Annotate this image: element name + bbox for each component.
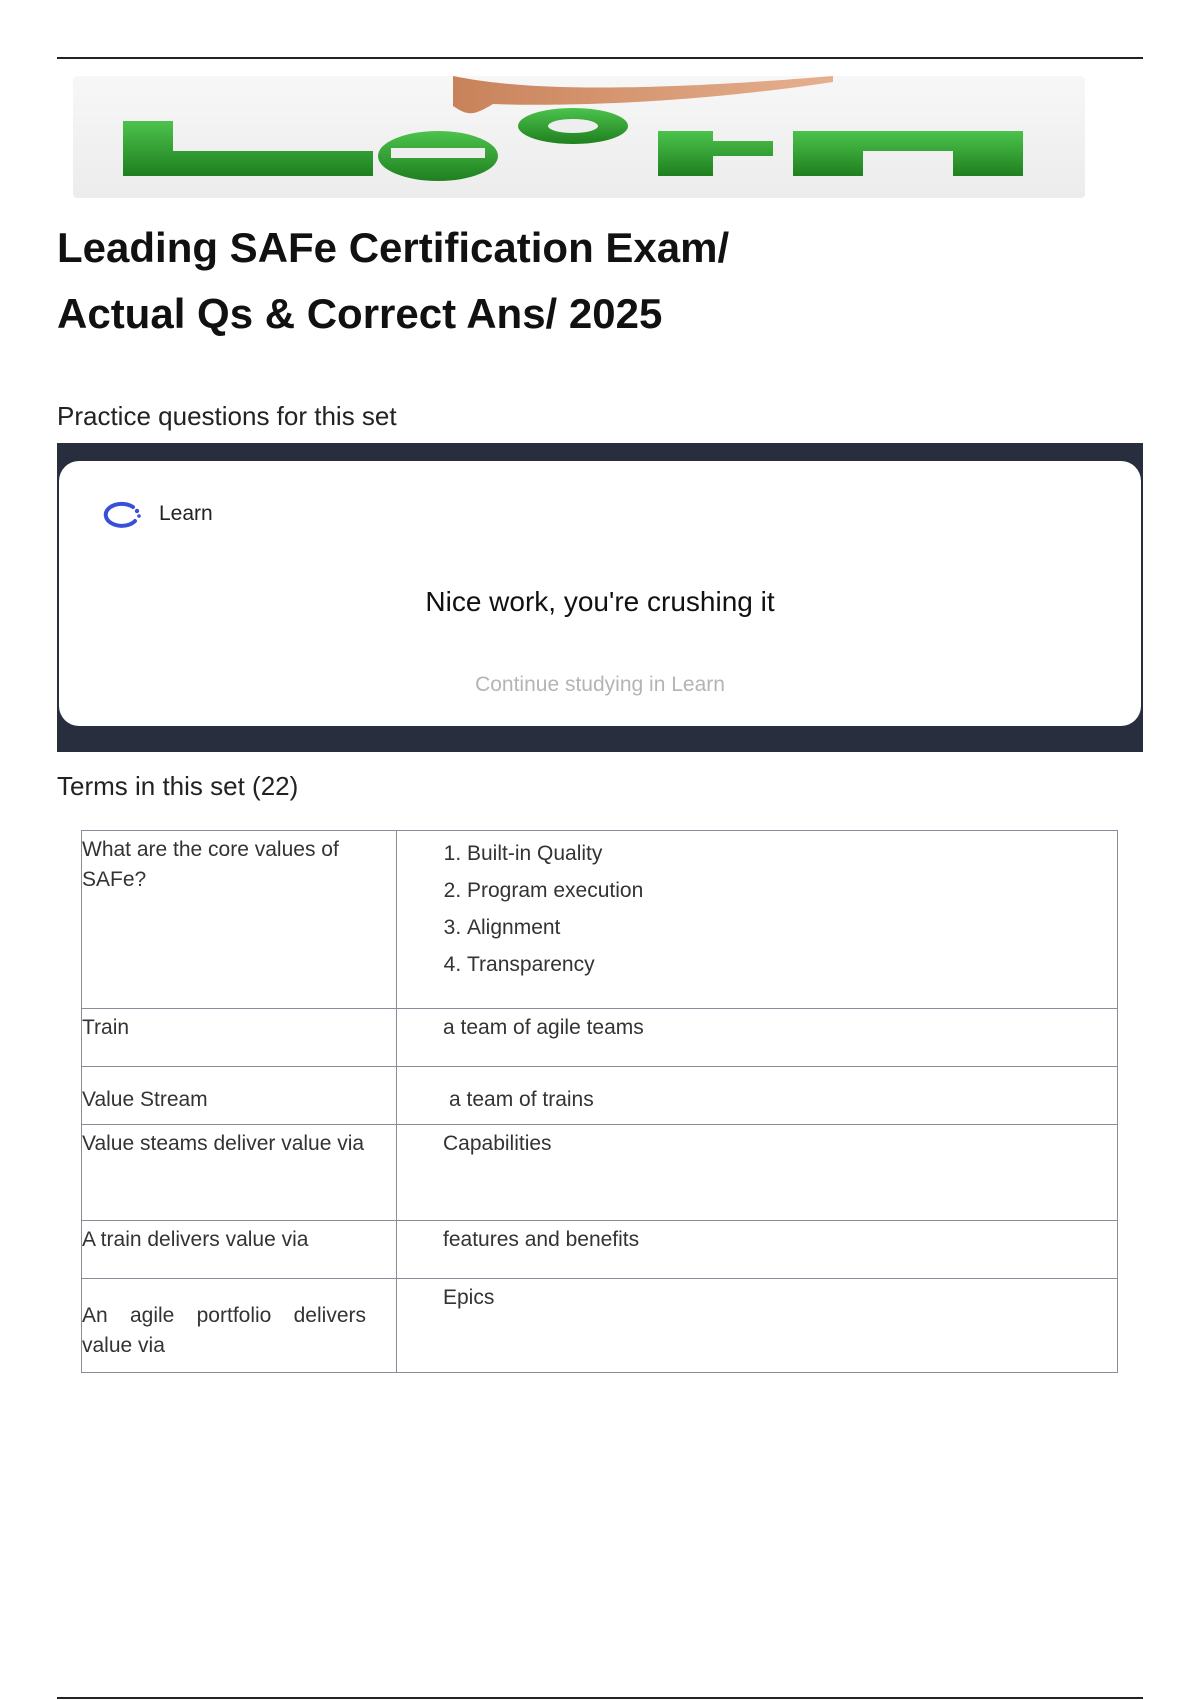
term-cell: Value Stream [82,1067,397,1125]
table-row [82,1221,1118,1279]
definition-cell: Epics [397,1279,1118,1373]
definition-cell: Capabilities [397,1125,1118,1221]
bottom-rule [57,1697,1143,1699]
definition-cell [397,831,1118,1009]
continue-studying-link[interactable]: Continue studying in Learn [475,673,725,696]
list-item: 3. Alignment [467,909,1107,946]
document-title-line-1: Leading SAFe Certification Exam/ [57,224,730,271]
table-row [82,1067,1118,1125]
learn-banner-image [73,76,1085,198]
definition-cell: features and benefits [397,1221,1118,1279]
list-item: 2. Program execution [467,872,1107,909]
terms-heading: Terms in this set (22) [57,771,299,801]
terms-table [81,830,1118,1373]
term-cell: A train delivers value via [82,1221,397,1279]
list-item: 4. Transparency [467,946,1107,983]
learn-widget [57,443,1143,752]
definition-cell: a team of trains [397,1067,1118,1125]
table-row [82,1125,1118,1221]
table-row [82,1009,1118,1067]
document-title [57,215,957,347]
table-row [82,1279,1118,1373]
list-item: 1. Built-in Quality [467,835,1107,872]
term-cell: Value steams deliver value via [82,1125,397,1221]
table-row [82,831,1118,1009]
learn-header [99,499,213,529]
learn-logo-graphic [73,76,1085,198]
learn-card [59,461,1141,726]
practice-questions-heading: Practice questions for this set [57,401,397,431]
learn-brand-label: Learn [159,502,213,525]
core-values-list [443,835,1107,983]
top-rule [57,57,1143,59]
learn-spinner-icon [99,499,143,529]
term-cell: Train [82,1009,397,1067]
definition-cell: a team of agile teams [397,1009,1118,1067]
term-cell: What are the core values of SAFe? [82,831,397,1009]
term-cell: An agile portfolio delivers value via [82,1279,397,1373]
document-title-line-2: Actual Qs & Correct Ans/ 2025 [57,290,663,337]
learn-message: Nice work, you're crushing it [425,586,775,617]
